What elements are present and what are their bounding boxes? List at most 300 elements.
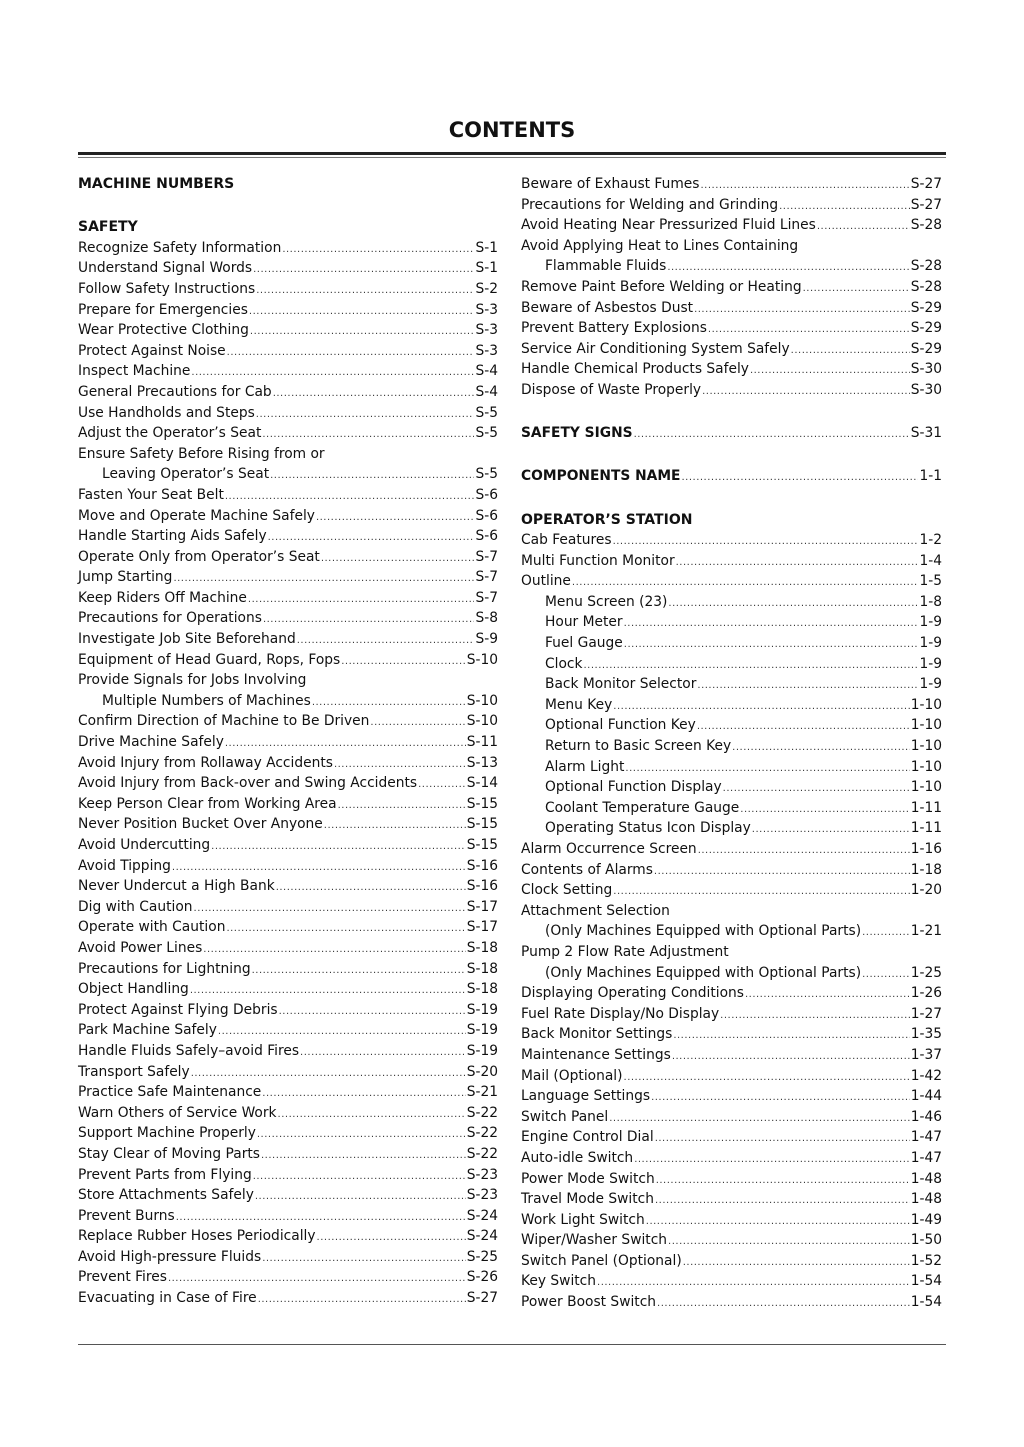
leader-dots	[252, 959, 466, 980]
leader-dots	[257, 1123, 466, 1144]
leader-dots	[278, 1103, 466, 1124]
leader-dots	[273, 382, 475, 403]
toc-entry-page: 1-10	[910, 779, 942, 796]
toc-entry-label: Precautions for Welding and Grinding	[521, 196, 779, 213]
toc-entry-page: 1-11	[910, 820, 942, 837]
toc-entry[interactable]	[521, 174, 942, 195]
toc-entry-page: S-29	[910, 299, 942, 316]
leader-dots	[613, 880, 909, 901]
toc-entry[interactable]	[78, 1144, 498, 1165]
toc-entry-page: S-15	[466, 795, 498, 812]
toc-entry[interactable]	[521, 592, 942, 613]
leader-dots	[225, 732, 466, 753]
toc-entry-page: 1-5	[919, 573, 942, 590]
toc-entry-page: S-1	[475, 239, 498, 256]
leader-dots	[613, 695, 909, 716]
toc-entry-page: 1-21	[910, 923, 942, 940]
toc-entry[interactable]	[78, 1267, 498, 1288]
toc-entry[interactable]	[521, 1271, 942, 1292]
toc-entry[interactable]	[78, 279, 498, 300]
toc-entry-label: Avoid High-pressure Fluids	[78, 1248, 262, 1265]
toc-entry-page: S-26	[466, 1269, 498, 1286]
toc-entry-page: 1-47	[910, 1149, 942, 1166]
toc-entry[interactable]	[78, 1165, 498, 1186]
toc-entry-label: Avoid Power Lines	[78, 939, 203, 956]
toc-entry-label: Jump Starting	[78, 569, 173, 586]
leader-dots	[316, 506, 475, 527]
toc-entry[interactable]	[78, 300, 498, 321]
section-heading-operators-station[interactable]: OPERATOR’S STATION	[521, 511, 693, 528]
leader-dots	[697, 674, 918, 695]
toc-entry-label: Inspect Machine	[78, 363, 191, 380]
leader-dots	[312, 691, 466, 712]
leader-dots	[651, 1086, 910, 1107]
toc-entry-page: 1-50	[910, 1232, 942, 1249]
title-rule-thin	[78, 157, 946, 158]
toc-entry-label: Cab Features	[521, 532, 612, 549]
toc-entry[interactable]	[521, 695, 942, 716]
toc-entry[interactable]	[78, 732, 498, 753]
toc-entry[interactable]	[521, 654, 942, 675]
toc-entry[interactable]	[78, 1247, 498, 1268]
leader-dots	[262, 423, 474, 444]
toc-entry-page: S-25	[466, 1248, 498, 1265]
toc-entry-page: S-22	[466, 1145, 498, 1162]
toc-entry-page: S-24	[466, 1228, 498, 1245]
toc-entry-label: Menu Key	[545, 696, 613, 713]
toc-entry[interactable]	[521, 839, 942, 860]
toc-entry-label: Work Light Switch	[521, 1211, 645, 1228]
toc-entry[interactable]	[78, 1000, 498, 1021]
toc-entry[interactable]	[521, 674, 942, 695]
toc-entry[interactable]	[78, 258, 498, 279]
toc-entry-label: Dispose of Waste Properly	[521, 381, 702, 398]
toc-entry[interactable]	[521, 1127, 942, 1148]
toc-entry[interactable]	[78, 361, 498, 382]
section-heading-machine-numbers[interactable]: MACHINE NUMBERS	[78, 176, 235, 192]
leader-dots	[646, 1210, 910, 1231]
toc-entry[interactable]	[521, 318, 942, 339]
toc-entry-page: S-15	[466, 837, 498, 853]
toc-entry-page: 1-20	[910, 882, 942, 899]
toc-entry[interactable]	[521, 715, 942, 736]
toc-entry-page: S-29	[910, 320, 942, 337]
toc-entry[interactable]	[78, 938, 498, 959]
toc-entry[interactable]	[78, 1062, 498, 1083]
toc-entry-label: Operate with Caution	[78, 919, 226, 936]
leader-dots	[276, 876, 466, 897]
toc-entry-label: Prevent Burns	[78, 1207, 175, 1224]
toc-entry[interactable]	[78, 1185, 498, 1206]
toc-entry-label: Prepare for Emergencies	[78, 301, 248, 318]
leader-dots	[168, 1267, 466, 1288]
toc-entry[interactable]	[78, 979, 498, 1000]
toc-entry-page: S-24	[466, 1207, 498, 1224]
toc-entry-label: COMPONENTS NAME	[521, 468, 681, 485]
leader-dots	[194, 897, 466, 918]
leader-dots	[249, 300, 475, 321]
leader-dots	[740, 798, 909, 819]
toc-entry[interactable]	[521, 1107, 942, 1128]
toc-entry[interactable]	[78, 320, 498, 341]
toc-entry[interactable]	[78, 629, 498, 650]
toc-entry[interactable]	[521, 1024, 942, 1045]
toc-entry-label: Recognize Safety Information	[78, 239, 282, 256]
toc-entry[interactable]	[521, 1292, 942, 1313]
leader-dots	[250, 320, 475, 341]
toc-entry-label: Multiple Numbers of Machines	[102, 692, 311, 709]
toc-entry[interactable]	[78, 485, 498, 506]
toc-entry[interactable]	[521, 1189, 942, 1210]
toc-left-column	[78, 174, 498, 1309]
toc-entry[interactable]	[521, 277, 942, 298]
toc-entry[interactable]	[78, 382, 498, 403]
toc-entry-page: S-23	[466, 1187, 498, 1204]
toc-entry-page: S-19	[466, 1042, 498, 1059]
toc-entry-page: S-3	[475, 322, 498, 339]
toc-entry[interactable]	[78, 876, 498, 897]
toc-entry-page: 1-4	[919, 552, 942, 569]
toc-entry-label: (Only Machines Equipped with Optional Parts)	[545, 964, 862, 981]
toc-entry-page: 1-9	[919, 676, 942, 693]
leader-dots	[654, 860, 910, 881]
toc-entry[interactable]	[78, 341, 498, 362]
leader-dots	[248, 588, 475, 609]
leader-dots	[624, 633, 919, 654]
footer-rule	[78, 1344, 946, 1345]
toc-entry-page: S-6	[475, 528, 498, 545]
toc-entry[interactable]	[78, 423, 498, 444]
toc-entry-label: Contents of Alarms	[521, 861, 653, 878]
toc-entry-page: S-29	[910, 340, 942, 357]
leader-dots	[253, 258, 474, 279]
toc-entry[interactable]	[521, 571, 942, 592]
toc-entry-label-line: Attachment Selection	[521, 902, 670, 919]
toc-entry-label: Beware of Exhaust Fumes	[521, 176, 700, 192]
leader-dots	[634, 1148, 910, 1169]
toc-entry[interactable]	[521, 736, 942, 757]
toc-entry[interactable]	[78, 464, 498, 485]
toc-entry-label: Coolant Temperature Gauge	[545, 799, 740, 816]
toc-entry[interactable]	[521, 215, 942, 236]
toc-entry-label: Store Attachments Safely	[78, 1187, 254, 1204]
leader-dots	[341, 650, 465, 671]
toc-entry-label: Stay Clear of Moving Parts	[78, 1145, 260, 1162]
toc-entry[interactable]	[521, 612, 942, 633]
toc-entry[interactable]	[521, 339, 942, 360]
leader-dots	[745, 983, 910, 1004]
toc-entry-page: S-28	[910, 258, 942, 275]
leader-dots	[370, 711, 465, 732]
leader-dots	[720, 1004, 910, 1025]
toc-entry[interactable]	[78, 650, 498, 671]
leader-dots	[300, 1041, 466, 1062]
toc-entry-page: S-27	[910, 196, 942, 213]
toc-entry-label: Return to Basic Screen Key	[545, 738, 732, 755]
toc-entry-page: S-22	[466, 1125, 498, 1142]
leader-dots	[256, 403, 475, 424]
leader-dots	[694, 298, 910, 319]
toc-entry[interactable]	[521, 298, 942, 319]
toc-entry-label: Operate Only from Operator’s Seat	[78, 548, 320, 565]
page-title: CONTENTS	[448, 118, 576, 142]
toc-entry-page: 1-10	[910, 717, 942, 734]
toc-entry-page: S-6	[475, 486, 498, 503]
toc-entry-label: Handle Chemical Products Safely	[521, 361, 749, 378]
leader-dots	[190, 979, 466, 1000]
toc-entry-components-name[interactable]	[521, 466, 942, 487]
section-heading-safety[interactable]: SAFETY	[78, 219, 138, 236]
toc-entry-page: S-10	[466, 692, 498, 709]
toc-entry-page: 1-9	[919, 655, 942, 672]
toc-entry-page: 1-9	[919, 635, 942, 652]
toc-entry-label: Fuel Rate Display/No Display	[521, 1005, 720, 1022]
toc-entry[interactable]	[521, 818, 942, 839]
toc-entry[interactable]	[521, 963, 942, 984]
toc-entry[interactable]	[78, 794, 498, 815]
toc-entry[interactable]	[78, 403, 498, 424]
toc-entry-page: S-1	[475, 260, 498, 277]
leader-dots	[225, 485, 475, 506]
toc-entry-label: Handle Starting Aids Safely	[78, 528, 267, 545]
toc-entry[interactable]	[521, 1086, 942, 1107]
toc-entry-page: 1-16	[910, 841, 942, 857]
toc-entry[interactable]	[78, 506, 498, 527]
toc-entry[interactable]	[521, 1045, 942, 1066]
toc-entry-label: Precautions for Lightning	[78, 960, 251, 977]
toc-entry-label: (Only Machines Equipped with Optional Parts)	[545, 923, 862, 940]
leader-dots	[697, 715, 910, 736]
toc-entry-page: 1-52	[910, 1252, 942, 1269]
toc-entry[interactable]	[78, 1082, 498, 1103]
leader-dots	[191, 1062, 466, 1083]
safety-entry-list	[78, 238, 498, 1309]
toc-entry-page: 1-46	[910, 1108, 942, 1125]
toc-entry-page: S-18	[466, 960, 498, 977]
toc-entry[interactable]	[521, 983, 942, 1004]
toc-entry[interactable]	[78, 856, 498, 877]
toc-entry-page: S-13	[466, 754, 498, 771]
leader-dots	[657, 1292, 910, 1313]
toc-entry[interactable]	[78, 238, 498, 259]
toc-entry-label: Understand Signal Words	[78, 260, 253, 277]
toc-entry-page: S-11	[466, 734, 498, 751]
toc-entry-label: Travel Mode Switch	[521, 1191, 654, 1208]
toc-entry-page: 1-26	[910, 985, 942, 1002]
toc-entry-page: S-19	[466, 1001, 498, 1018]
toc-entry[interactable]	[521, 860, 942, 881]
toc-entry-label: Alarm Occurrence Screen	[521, 841, 697, 857]
toc-entry-label: Warn Others of Service Work	[78, 1104, 277, 1121]
toc-entry[interactable]	[78, 1103, 498, 1124]
leader-dots	[253, 1165, 466, 1186]
leader-dots	[282, 238, 474, 259]
toc-entry[interactable]	[521, 757, 942, 778]
toc-entry-page: 1-54	[910, 1294, 942, 1311]
leader-dots	[324, 814, 466, 835]
toc-entry-page: S-22	[466, 1104, 498, 1121]
toc-entry-page: 1-42	[910, 1067, 942, 1084]
leader-dots	[750, 359, 910, 380]
toc-right-column	[521, 174, 942, 1313]
toc-entry[interactable]	[521, 1251, 942, 1272]
toc-entry-page: S-2	[475, 280, 498, 297]
leader-dots	[176, 1206, 466, 1227]
leader-dots	[261, 1144, 466, 1165]
toc-entry-page: S-28	[910, 278, 942, 295]
toc-entry-page: 1-47	[910, 1129, 942, 1146]
toc-entry-page: 1-10	[910, 696, 942, 713]
toc-entry[interactable]	[521, 633, 942, 654]
toc-entry-label: Operating Status Icon Display	[545, 820, 751, 837]
leader-dots	[256, 279, 474, 300]
toc-entry[interactable]	[78, 588, 498, 609]
toc-entry-page: S-5	[475, 404, 498, 421]
toc-entry-page: S-9	[475, 631, 498, 648]
toc-entry-label: Prevent Battery Explosions	[521, 320, 707, 337]
toc-entry-page: S-31	[910, 425, 942, 442]
leader-dots	[624, 1066, 910, 1087]
toc-entry-label: Prevent Fires	[78, 1269, 167, 1286]
leader-dots	[255, 1185, 466, 1206]
toc-entry-page: S-21	[466, 1084, 498, 1101]
toc-entry[interactable]	[78, 753, 498, 774]
toc-entry-label: Avoid Undercutting	[78, 837, 211, 853]
toc-entry[interactable]	[78, 1206, 498, 1227]
toc-entry-page: S-4	[475, 383, 498, 400]
toc-entry-page: S-3	[475, 301, 498, 318]
toc-entry-page: 1-48	[910, 1191, 942, 1208]
leader-dots	[702, 380, 910, 401]
toc-entry-label: Avoid Tipping	[78, 857, 171, 874]
toc-entry-safety-signs[interactable]	[521, 423, 942, 444]
leader-dots	[218, 1020, 466, 1041]
toc-entry-page: S-23	[466, 1166, 498, 1183]
toc-entry-label-line: Ensure Safety Before Rising from or	[78, 445, 325, 462]
toc-entry[interactable]	[78, 547, 498, 568]
toc-entry-page: 1-25	[910, 964, 942, 981]
toc-entry[interactable]	[521, 1210, 942, 1231]
leader-dots	[732, 736, 910, 757]
toc-entry-label: Protect Against Noise	[78, 342, 226, 359]
toc-entry-label: Beware of Asbestos Dust	[521, 299, 694, 316]
toc-entry-page: 1-49	[910, 1211, 942, 1228]
leader-dots	[321, 547, 475, 568]
toc-entry[interactable]	[78, 1020, 498, 1041]
toc-entry[interactable]	[521, 530, 942, 551]
toc-entry[interactable]	[521, 256, 942, 277]
leader-dots	[668, 592, 918, 613]
toc-entry[interactable]	[78, 608, 498, 629]
leader-dots	[317, 1226, 466, 1247]
toc-entry[interactable]	[521, 1066, 942, 1087]
toc-entry-page: 1-35	[910, 1026, 942, 1043]
toc-entry[interactable]	[78, 773, 498, 794]
toc-entry-label: Power Boost Switch	[521, 1294, 657, 1311]
toc-entry[interactable]	[78, 1123, 498, 1144]
operator-station-entry-list	[521, 530, 942, 1313]
toc-entry-label: Leaving Operator’s Seat	[102, 466, 270, 483]
toc-entry-label: Service Air Conditioning System Safely	[521, 340, 790, 357]
toc-entry[interactable]	[78, 711, 498, 732]
toc-entry[interactable]	[521, 1148, 942, 1169]
leader-dots	[211, 835, 466, 856]
leader-dots	[338, 794, 466, 815]
toc-entry-label: General Precautions for Cab	[78, 383, 272, 400]
toc-entry[interactable]	[78, 835, 498, 856]
toc-entry[interactable]	[78, 1041, 498, 1062]
toc-entry-label: Auto-idle Switch	[521, 1149, 634, 1166]
toc-entry-label-line: Provide Signals for Jobs Involving	[78, 672, 307, 689]
leader-dots	[676, 551, 919, 572]
toc-entry-label: Investigate Job Site Beforehand	[78, 631, 296, 648]
toc-entry-label: Practice Safe Maintenance	[78, 1084, 262, 1101]
toc-entry-label: Switch Panel (Optional)	[521, 1252, 682, 1269]
toc-entry[interactable]	[521, 777, 942, 798]
toc-entry-label: Replace Rubber Hoses Periodically	[78, 1228, 316, 1245]
toc-entry[interactable]	[78, 1288, 498, 1309]
toc-entry-label: Flammable Fluids	[545, 258, 667, 275]
leader-dots	[655, 1189, 910, 1210]
toc-entry-page: 1-27	[910, 1005, 942, 1022]
leader-dots	[173, 567, 474, 588]
leader-dots	[613, 530, 919, 551]
toc-entry-page: S-30	[910, 361, 942, 378]
leader-dots	[803, 277, 910, 298]
toc-entry[interactable]	[78, 691, 498, 712]
toc-entry-label: Avoid Injury from Back-over and Swing Accidents	[78, 775, 418, 792]
toc-entry-label: Keep Riders Off Machine	[78, 589, 247, 606]
toc-entry[interactable]	[521, 195, 942, 216]
toc-entry[interactable]	[78, 526, 498, 547]
toc-entry-label-line: Pump 2 Flow Rate Adjustment	[521, 943, 729, 960]
toc-entry[interactable]	[521, 1230, 942, 1251]
toc-entry[interactable]	[78, 917, 498, 938]
title-rule-thick	[78, 152, 946, 155]
toc-entry-page: 1-1	[919, 468, 942, 485]
toc-entry[interactable]	[521, 921, 942, 942]
leader-dots	[668, 1230, 910, 1251]
toc-entry-label: Clock Setting	[521, 882, 613, 899]
toc-entry[interactable]	[521, 798, 942, 819]
toc-entry[interactable]	[521, 1004, 942, 1025]
toc-entry[interactable]	[521, 551, 942, 572]
leader-dots	[655, 1127, 910, 1148]
toc-entry-page: S-17	[466, 898, 498, 915]
toc-entry-label: Transport Safely	[78, 1063, 190, 1080]
toc-entry-label: Confirm Direction of Machine to Be Driven	[78, 713, 370, 730]
leader-dots	[634, 423, 910, 444]
toc-entry[interactable]	[521, 880, 942, 901]
toc-entry-label: Wiper/Washer Switch	[521, 1232, 668, 1249]
toc-entry-label: Optional Function Key	[545, 717, 696, 734]
toc-entry-page: S-20	[466, 1063, 498, 1080]
toc-entry[interactable]	[521, 359, 942, 380]
leader-dots	[597, 1271, 910, 1292]
toc-entry[interactable]	[521, 1169, 942, 1190]
toc-entry-page: 1-37	[910, 1046, 942, 1063]
toc-entry-page: S-4	[475, 363, 498, 380]
toc-entry[interactable]	[78, 959, 498, 980]
toc-entry[interactable]	[78, 897, 498, 918]
toc-entry[interactable]	[78, 567, 498, 588]
toc-entry-label: Handle Fluids Safely–avoid Fires	[78, 1042, 300, 1059]
toc-entry[interactable]	[78, 1226, 498, 1247]
toc-entry[interactable]	[521, 380, 942, 401]
toc-entry[interactable]	[78, 814, 498, 835]
toc-entry-page: 1-10	[910, 738, 942, 755]
toc-entry-page: S-7	[475, 548, 498, 565]
